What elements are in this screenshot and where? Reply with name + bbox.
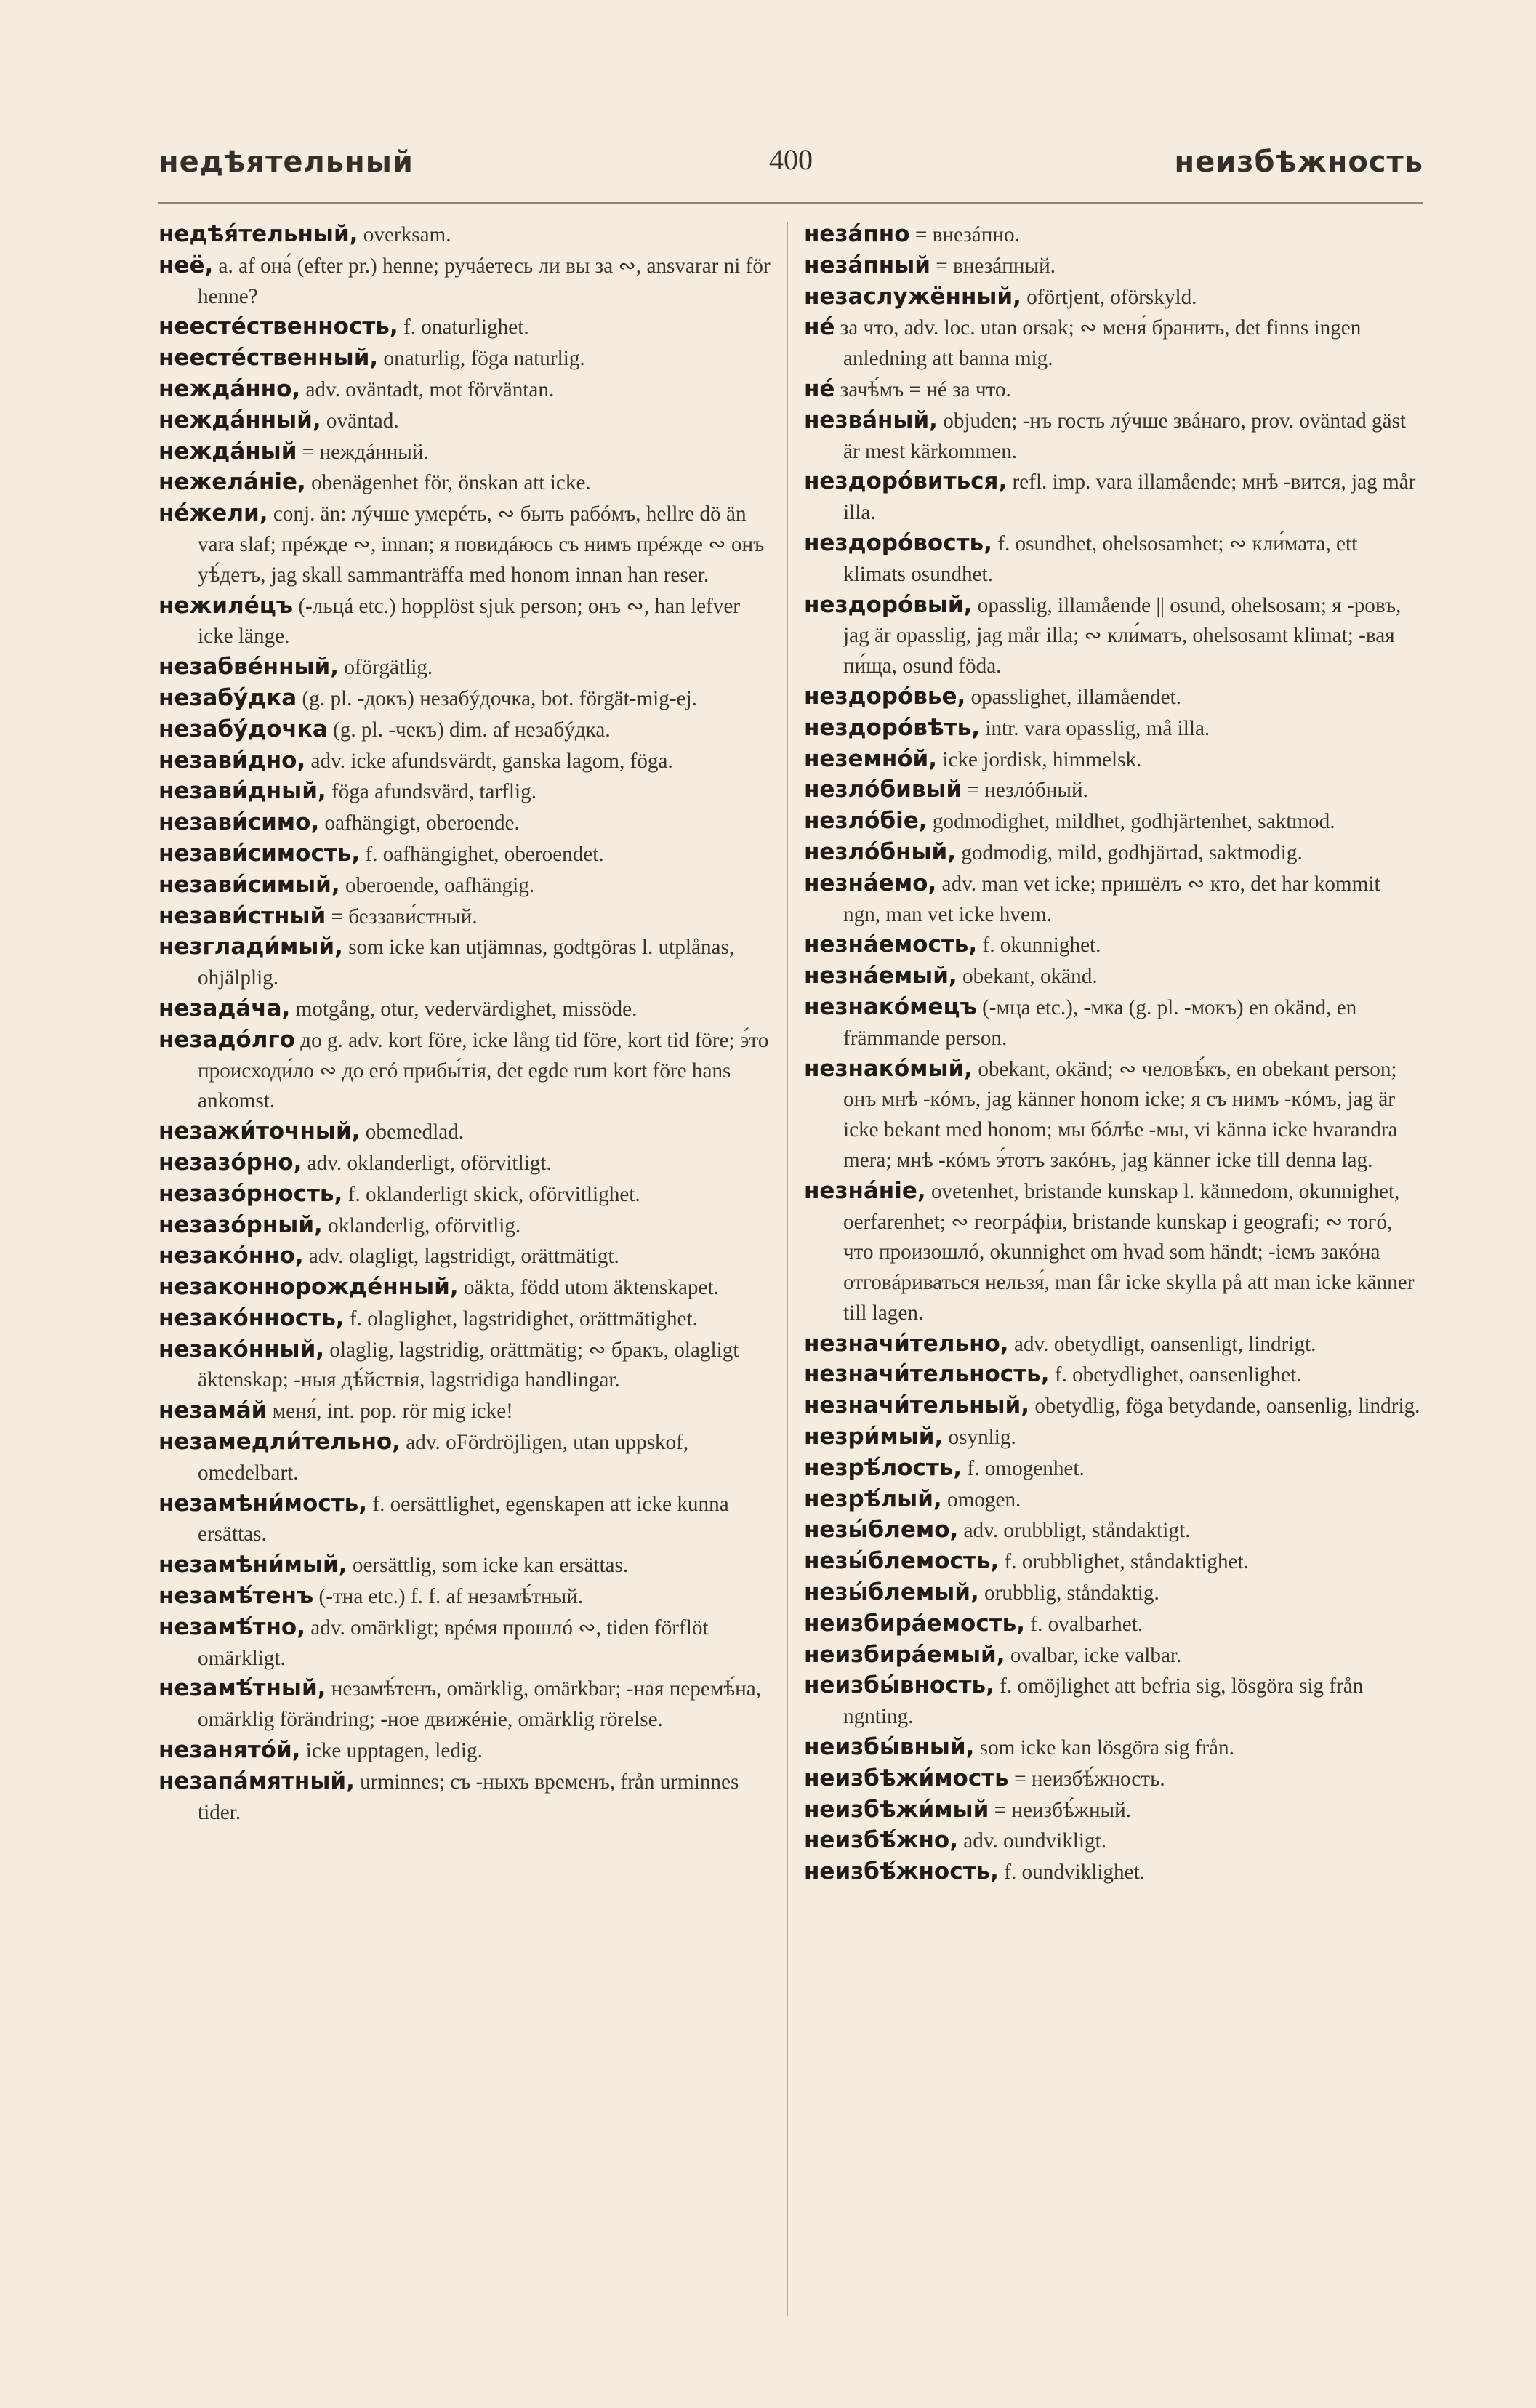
entry-definition: f. oundviklighet. [998, 1861, 1145, 1885]
entry-headword: неестéственный, [158, 345, 379, 372]
entry-definition: adv. icke afundsvärdt, ganska lagom, föga. [305, 749, 673, 773]
entry-headword: неждáный [158, 438, 297, 465]
left-column [158, 220, 776, 1828]
entry-headword: незнáніе, [804, 1177, 926, 1204]
entry-definition: f. orubblighet, ståndaktighet. [999, 1550, 1249, 1574]
entry-definition: osynlig. [943, 1426, 1016, 1450]
entry-headword: незакóнный, [158, 1336, 325, 1362]
entry-definition: oklanderlig, oförvitlig. [322, 1213, 521, 1237]
entry-headword: незнáемый, [804, 963, 957, 990]
entry-headword: незави́симый, [158, 871, 340, 898]
entry-headword: незначи́тельность, [804, 1361, 1050, 1388]
dictionary-entry [804, 590, 1422, 682]
entry-headword: неждáнный, [158, 406, 321, 433]
entry-headword: нежелáніе, [158, 469, 306, 496]
entry-definition: adv. olagligt, lagstridigt, orättmätigt. [303, 1245, 619, 1269]
dictionary-entry [804, 1515, 1422, 1546]
entry-headword: нездорóвиться, [804, 468, 1008, 495]
entry-definition: f. oafhängighet, oberoendet. [360, 842, 604, 866]
entry-definition: overksam. [358, 223, 451, 246]
entry-headword: неизбирáемость, [804, 1610, 1026, 1637]
entry-definition: objuden; -нъ гость лýчше звáнаго, prov. oväntad gäst är mest kärkommen. [843, 409, 1407, 463]
dictionary-entry [804, 1176, 1422, 1329]
entry-definition: godmodighet, mildhet, godhjärtenhet, saktmod. [927, 810, 1335, 834]
entry-headword: незаконнорождéнный, [158, 1274, 459, 1301]
dictionary-entry [804, 529, 1422, 590]
entry-headword: нездорóвый, [804, 591, 973, 618]
dictionary-entry [158, 683, 776, 715]
dictionary-entry [158, 1304, 776, 1335]
dictionary-entry [158, 1025, 776, 1117]
entry-definition: f. oersättlighet, egenskapen att icke kunna ersättas. [198, 1492, 729, 1546]
dictionary-entry [158, 1179, 776, 1211]
entry-definition: oäkta, född utom äktenskapet. [458, 1276, 719, 1300]
entry-definition: f. oklanderligt skick, oförvitlighet. [342, 1182, 640, 1206]
dictionary-entry [804, 1578, 1422, 1609]
entry-definition: = неизбѣ́жность. [1008, 1767, 1165, 1791]
entry-definition: adv. oväntadt, mot förväntan. [300, 377, 555, 401]
dictionary-entry [804, 806, 1422, 838]
dictionary-entry [804, 961, 1422, 992]
dictionary-entry [804, 1764, 1422, 1795]
entry-headword: незабýдочка [158, 715, 328, 742]
dictionary-entry [158, 715, 776, 746]
dictionary-entry [158, 932, 776, 994]
dictionary-entry [804, 406, 1422, 467]
entry-headword: незнакóмый, [804, 1055, 973, 1082]
entry-definition: = неждáнный. [297, 440, 429, 464]
entry-headword: незабвéнный, [158, 654, 339, 681]
dictionary-entry [804, 869, 1422, 931]
dictionary-entry [804, 467, 1422, 529]
running-header [158, 145, 1423, 196]
dictionary-entry [158, 994, 776, 1025]
entry-definition: adv. oFördröjligen, utan uppskof, omedelbart. [198, 1431, 689, 1485]
dictionary-entry [158, 343, 776, 374]
entry-headword: незамѣ́тный, [158, 1675, 326, 1702]
entry-headword: незначи́тельно, [804, 1330, 1009, 1357]
entry-definition: adv. oklanderligt, oförvitligt. [302, 1151, 552, 1175]
entry-definition: до g. adv. kort före, icke lång tid före, kort tid före; э́то происходи́ло ∾ до егó прибы́тія, det egde rum kort före hans ankomst. [198, 1028, 769, 1113]
dictionary-entry [804, 930, 1422, 961]
entry-definition: = неизбѣ́жный. [989, 1798, 1132, 1822]
dictionary-entry [158, 1550, 776, 1581]
entry-headword: неземнóй, [804, 745, 938, 772]
entry-definition: f. ovalbarhet. [1025, 1612, 1143, 1636]
dictionary-entry [804, 1391, 1422, 1422]
dictionary-entry [158, 1117, 776, 1148]
dictionary-entry [158, 1396, 776, 1427]
entry-definition: (-тна etc.) f. f. af незамѣ́тный. [313, 1585, 584, 1609]
entry-headword: незави́симость, [158, 840, 361, 867]
entry-definition: som icke kan lösgöra sig från. [974, 1736, 1234, 1760]
entry-definition: f. onaturlighet. [398, 316, 529, 340]
dictionary-entry [158, 870, 776, 902]
entry-headword: незвáный, [804, 406, 938, 433]
entry-definition: obemedlad. [360, 1120, 465, 1144]
dictionary-entry [158, 776, 776, 808]
entry-headword: нé [804, 314, 835, 341]
dictionary-entry [158, 591, 776, 653]
entry-definition: f. okunnighet. [977, 934, 1101, 958]
dictionary-entry [804, 1640, 1422, 1671]
page-number: 400 [769, 143, 813, 176]
entry-headword: незлóбный, [804, 838, 957, 865]
entry-definition: a. af она́ (efter pr.) henne; ручáетесь ли вы за ∾, ansvarar ni för henne? [198, 254, 771, 308]
dictionary-entry [158, 312, 776, 343]
dictionary-entry [158, 1674, 776, 1735]
entry-headword: незави́симо, [158, 809, 320, 836]
entry-definition: intr. vara opasslig, må illa. [980, 716, 1210, 740]
entry-headword: неизбирáемый, [804, 1641, 1005, 1668]
entry-definition: urminnes; съ -ныхъ временъ, från urminnes tider. [198, 1770, 739, 1824]
dictionary-entry [158, 1241, 776, 1272]
entry-definition: (g. pl. -докъ) незабýдочка, bot. förgät-mig-ej. [297, 686, 697, 710]
dictionary-entry [158, 839, 776, 870]
entry-headword: незави́дный, [158, 778, 326, 805]
entry-headword: незаслужённый, [804, 283, 1021, 310]
entry-headword: незабýдка [158, 684, 297, 711]
entry-definition: (g. pl. -чекъ) dim. af незабýдка. [327, 718, 611, 742]
header-rule [158, 202, 1423, 204]
entry-definition: = беззави́стный. [326, 904, 478, 928]
entry-definition: adv. obetydligt, oansenligt, lindrigt. [1008, 1332, 1316, 1356]
dictionary-entry [158, 499, 776, 590]
entry-headword: неестéственность, [158, 313, 398, 340]
entry-headword: неизбѣжи́мость [804, 1765, 1009, 1791]
entry-definition: orubblig, ståndaktig. [978, 1581, 1159, 1605]
dictionary-entry [804, 838, 1422, 869]
entry-headword: неё, [158, 252, 214, 278]
dictionary-entry [158, 1489, 776, 1551]
entry-definition: motgång, otur, vedervärdighet, missöde. [290, 997, 638, 1021]
entry-definition: = незлóбный. [962, 779, 1088, 803]
dictionary-entry [158, 251, 776, 313]
dictionary-entry [804, 251, 1422, 282]
dictionary-entry [804, 1857, 1422, 1888]
dictionary-entry [804, 1054, 1422, 1176]
entry-definition: onaturlig, föga naturlig. [378, 347, 585, 371]
dictionary-entry [158, 374, 776, 406]
entry-headword: нездорóвѣть, [804, 714, 981, 741]
column-divider [787, 222, 788, 2316]
entry-headword: неизбѣ́жность, [804, 1858, 999, 1885]
entry-definition: f. obetydlighet, oansenlighet. [1049, 1363, 1302, 1387]
dictionary-entry [804, 713, 1422, 745]
dictionary-entry [158, 808, 776, 839]
dictionary-entry [804, 992, 1422, 1054]
dictionary-entry [158, 220, 776, 251]
entry-definition: adv. omärkligt; врéмя прошлó ∾, tiden förflöt omärkligt. [198, 1616, 709, 1670]
dictionary-entry [804, 1795, 1422, 1826]
dictionary-entry [158, 1211, 776, 1242]
entry-definition: godmodig, mild, godhjärtad, saktmodig. [956, 840, 1303, 864]
entry-headword: неизбѣ́жно, [804, 1827, 958, 1854]
entry-definition: adv. man vet icke; пришёлъ ∾ кто, det har kommit ngn, man vet icke hvem. [843, 872, 1380, 926]
right-column [804, 220, 1422, 1888]
entry-headword: незглади́мый, [158, 934, 343, 960]
dictionary-entry [804, 775, 1422, 806]
dictionary-entry [158, 1335, 776, 1397]
dictionary-entry [158, 406, 776, 437]
entry-definition: f. osundhet, ohelsosamhet; ∾ кли́мата, ett klimats osundhet. [843, 531, 1358, 586]
entry-definition: = внезáпно. [909, 223, 1020, 246]
entry-headword: недѣя́тельный, [158, 221, 358, 247]
entry-headword: нежилéцъ [158, 592, 294, 619]
dictionary-entry [804, 220, 1422, 251]
entry-headword: незлóбивый [804, 776, 962, 803]
entry-headword: незнáемость, [804, 931, 978, 958]
entry-headword: незнáемо, [804, 870, 937, 896]
entry-definition: f. omogenhet. [962, 1456, 1085, 1480]
dictionary-entry [158, 1613, 776, 1674]
dictionary-entry [804, 313, 1422, 374]
entry-definition: f. olaglighet, lagstridighet, orättmätighet. [344, 1307, 698, 1331]
dictionary-entry [804, 1733, 1422, 1764]
entry-headword: незы́блемость, [804, 1548, 1000, 1575]
entry-headword: нездорóвье, [804, 683, 966, 710]
entry-headword: незакóнно, [158, 1243, 304, 1269]
dictionary-entry [158, 1767, 776, 1829]
entry-definition: oväntad. [321, 409, 399, 433]
entry-headword: незазóрный, [158, 1211, 323, 1238]
entry-headword: незапáмятный, [158, 1767, 355, 1794]
entry-definition: меня́, int. pop. rör mig icke! [267, 1400, 513, 1424]
entry-definition: föga afundsvärd, tarflig. [326, 780, 537, 804]
entry-definition: f. omöjlighet att befria sig, lösgöra sig från ngnting. [843, 1674, 1364, 1729]
dictionary-entry [158, 1148, 776, 1179]
entry-headword: незави́стный [158, 902, 326, 929]
entry-definition: icke upptagen, ledig. [300, 1739, 483, 1763]
entry-definition: obenägenhet för, önskan att icke. [305, 471, 591, 495]
entry-definition: adv. orubbligt, ståndaktigt. [958, 1519, 1191, 1543]
entry-headword: нé [804, 375, 835, 402]
entry-headword: незы́блемый, [804, 1579, 979, 1606]
entry-headword: неждáнно, [158, 375, 301, 402]
dictionary-entry [158, 467, 776, 499]
dictionary-entry [804, 1609, 1422, 1640]
dictionary-entry [158, 746, 776, 777]
entry-definition: ovalbar, icke valbar. [1005, 1643, 1182, 1667]
dictionary-entry [804, 1422, 1422, 1453]
entry-headword: незави́дно, [158, 747, 306, 774]
entry-definition: conj. än: лýчше умерéть, ∾ быть рабóмъ, hellre dö än vara slaf; прéжде ∾, innan; я повидáюсь съ нимъ прéжде ∾ онъ уѣ́детъ, jag skall sammanträffa med honom innan han reser. [198, 502, 765, 587]
entry-headword: незамедли́тельно, [158, 1429, 401, 1456]
entry-definition: opasslig, illamående || osund, ohelsosam; я -ровъ, jag är opasslig, jag mår illa; ∾ кли́матъ, ohelsosamt klimat; -вая пи́ща, osund föda. [843, 593, 1402, 678]
entry-definition: obetydlig, föga betydande, oansenlig, lindrig. [1029, 1394, 1420, 1418]
entry-headword: незазóрно, [158, 1149, 302, 1176]
entry-definition: oförtjent, oförskyld. [1021, 285, 1197, 309]
dictionary-entry [804, 1671, 1422, 1733]
entry-definition: obekant, okänd. [957, 965, 1098, 989]
entry-headword: незри́мый, [804, 1424, 944, 1450]
entry-definition: oafhängigt, oberoende. [319, 811, 520, 835]
entry-definition: olaglig, lagstridig, orättmätig; ∾ бракъ, olagligt äktenskap; -ныя дѣ́йствія, lagstridiga handlingar. [198, 1338, 739, 1392]
dictionary-entry [804, 1546, 1422, 1578]
entry-headword: незазóрность, [158, 1180, 343, 1207]
entry-definition: ovetenhet, bristande kunskap l. kännedom, okunnighet, oerfarenhet; ∾ геогрáфіи, bristande kunskap i geografi; ∾ тогó, что произошлó, okunnighet om hvad som händt; -іемъ закóна отговáриваться нельзя́, man får icke skylla på att man icke känner till lagen. [843, 1179, 1415, 1325]
entry-definition: (-мца etc.), -мка (g. pl. -мокъ) en okänd, en främmande person. [843, 995, 1357, 1050]
entry-headword: незы́блемо, [804, 1517, 959, 1544]
entry-headword: незнакóмецъ [804, 993, 977, 1020]
entry-definition: = внезáпный. [930, 254, 1056, 278]
dictionary-entry [804, 745, 1422, 776]
entry-headword: незадóлго [158, 1026, 295, 1053]
entry-headword: незрѣ́лый, [804, 1485, 942, 1512]
entry-definition: незамѣ́тенъ, omärklig, omärkbar; -ная перемѣ́на, omärklig förändring; -ное движéніе, omärklig rörelse. [198, 1677, 762, 1732]
entry-definition: opasslighet, illamåendet. [965, 685, 1181, 709]
dictionary-entry [804, 682, 1422, 713]
dictionary-entry [804, 1826, 1422, 1857]
dictionary-entry [158, 1735, 776, 1767]
dictionary-entry [158, 437, 776, 468]
dictionary-entry [158, 1427, 776, 1489]
header-left-guideword: недѣятельный [158, 145, 414, 179]
entry-definition: oförgätlig. [339, 656, 433, 680]
entry-definition: adv. oundvikligt. [957, 1829, 1107, 1853]
entry-headword: нездорóвость, [804, 529, 992, 556]
entry-headword: неизбы́вность, [804, 1672, 994, 1699]
entry-definition: (-льцá etc.) hopplöst sjuk person; онъ ∾, han lefver icke länge. [198, 594, 741, 649]
dictionary-entry [804, 374, 1422, 406]
entry-definition: omogen. [941, 1488, 1021, 1512]
entry-headword: незáпный [804, 252, 930, 278]
entry-headword: незажи́точный, [158, 1118, 361, 1145]
dictionary-entry [158, 652, 776, 683]
entry-headword: незамѣ́тенъ [158, 1583, 314, 1610]
entry-definition: som icke kan utjämnas, godtgöras l. utplånas, ohjälplig. [198, 936, 735, 990]
entry-definition: obekant, okänd; ∾ человѣ́къ, en obekant person; онъ мнѣ -кóмъ, jag känner honom icke; я съ нимъ -кóмъ, jag är icke bekant med honom; мы бóлѣе -мы, vi känna icke hvarandra mera; мнѣ -кóмъ э́тотъ закóнъ, jag känner icke till denna lag. [843, 1057, 1398, 1172]
entry-headword: неизбѣжи́мый [804, 1796, 989, 1823]
entry-headword: незанятóй, [158, 1737, 301, 1764]
dictionary-entry [158, 902, 776, 933]
entry-headword: незамѣни́мый, [158, 1552, 347, 1578]
entry-headword: неизбы́вный, [804, 1734, 975, 1761]
entry-definition: oersättlig, som icke kan ersättas. [347, 1554, 629, 1578]
entry-headword: незамáй [158, 1397, 268, 1424]
entry-definition: icke jordisk, himmelsk. [937, 747, 1142, 771]
entry-headword: незрѣ́лость, [804, 1454, 962, 1481]
entry-definition: oberoende, oafhängig. [339, 873, 535, 897]
entry-headword: незлóбіе, [804, 808, 928, 835]
entry-definition: зачѣ́мъ = нé за что. [835, 377, 1011, 401]
header-right-guideword: неизбѣжность [1174, 145, 1423, 179]
dictionary-entry [158, 1581, 776, 1613]
dictionary-entry [804, 1360, 1422, 1391]
dictionary-entry [158, 1272, 776, 1304]
entry-headword: незакóнность, [158, 1304, 345, 1331]
dictionary-entry [804, 1329, 1422, 1360]
dictionary-entry [804, 1453, 1422, 1485]
entry-headword: незамѣ́тно, [158, 1613, 305, 1640]
dictionary-entry [804, 1485, 1422, 1516]
entry-headword: незáпно [804, 221, 910, 247]
entry-headword: незадáча, [158, 995, 291, 1022]
entry-definition: refl. imp. vara illamående; мнѣ -вится, jag mår illa. [843, 470, 1416, 525]
entry-headword: незамѣни́мость, [158, 1490, 368, 1517]
entry-headword: нéжели, [158, 500, 268, 527]
entry-definition: за что, adv. loc. utan orsak; ∾ меня́ бранить, det finns ingen anledning att banna mig. [835, 316, 1362, 371]
entry-headword: незначи́тельный, [804, 1392, 1030, 1419]
dictionary-entry [804, 282, 1422, 313]
